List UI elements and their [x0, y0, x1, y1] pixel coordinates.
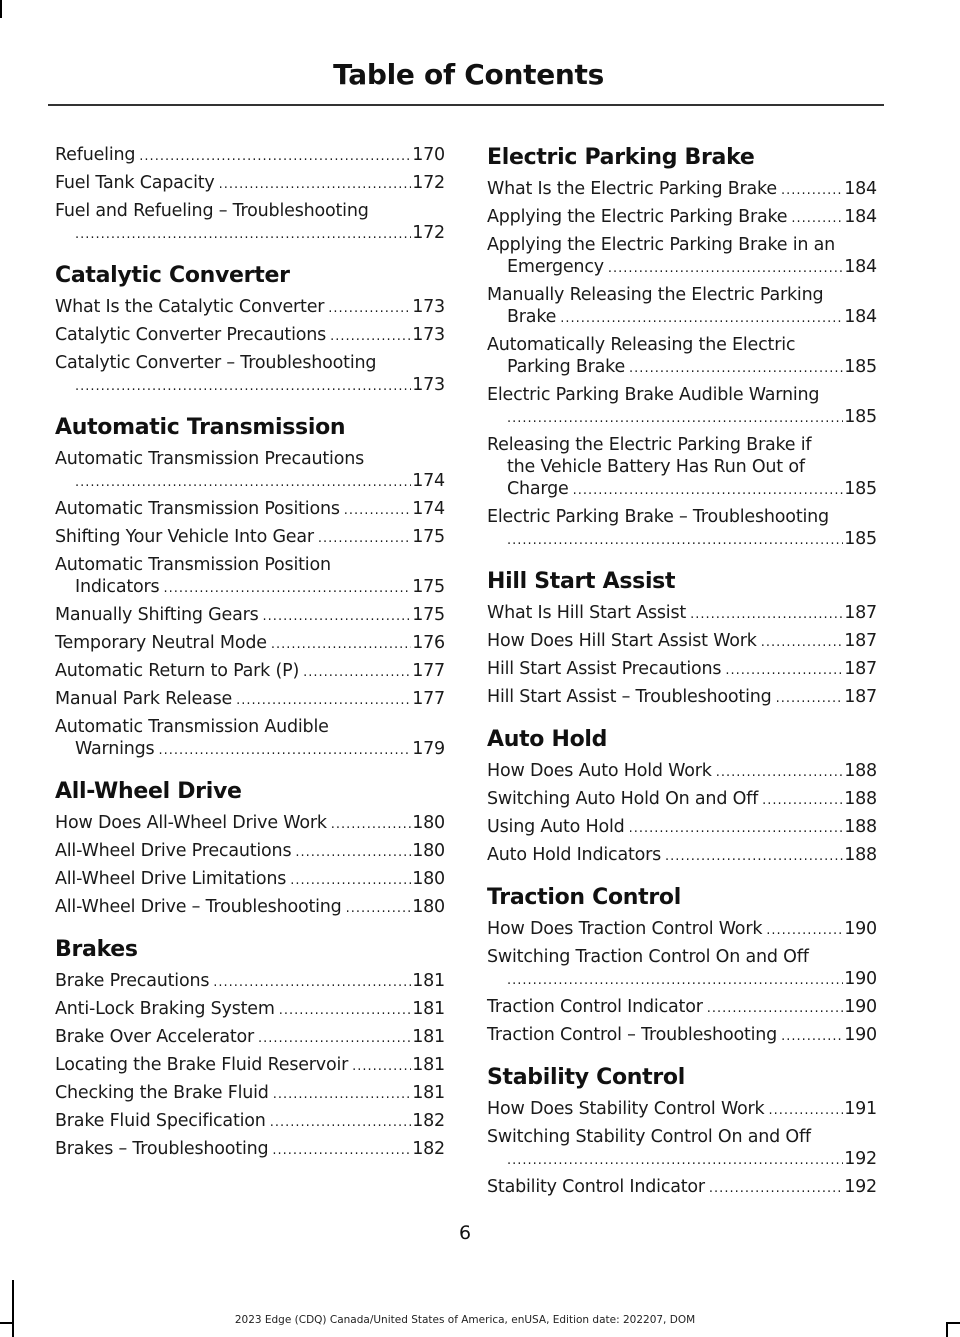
- toc-section: [487, 568, 877, 710]
- entry-title: Catalytic Converter Precautions: [55, 325, 327, 345]
- entry-title: How Does Traction Control Work: [487, 919, 763, 939]
- section-heading: Stability Control: [487, 1065, 685, 1090]
- dot-leader: [629, 818, 844, 840]
- entry-title: Shifting Your Vehicle Into Gear: [55, 527, 314, 547]
- section-heading: Auto Hold: [487, 727, 608, 752]
- entry-page-number: 190: [844, 919, 877, 939]
- toc-entry[interactable]: [55, 200, 445, 246]
- entry-page-number: 184: [844, 179, 877, 199]
- entry-page-number: 187: [844, 687, 877, 707]
- toc-entry[interactable]: [55, 998, 445, 1022]
- toc-entry[interactable]: [487, 506, 877, 552]
- entry-page-number: 191: [844, 1099, 877, 1119]
- toc-left-column: [55, 144, 445, 1178]
- toc-entry[interactable]: [55, 448, 445, 494]
- entry-title: Brake Fluid Specification: [55, 1111, 266, 1131]
- entry-title: Charge: [507, 479, 569, 499]
- dot-leader: [75, 472, 411, 494]
- toc-entry[interactable]: [55, 352, 445, 398]
- entry-title: Manual Park Release: [55, 689, 233, 709]
- toc-entry[interactable]: [487, 1098, 877, 1122]
- entry-title: How Does Stability Control Work: [487, 1099, 765, 1119]
- entry-page-number: 173: [412, 325, 445, 345]
- toc-entry[interactable]: [487, 918, 877, 942]
- toc-entry[interactable]: [487, 630, 877, 654]
- dot-leader: [766, 920, 843, 942]
- entry-title: Fuel Tank Capacity: [55, 173, 215, 193]
- entry-page-number: 173: [412, 375, 445, 395]
- entry-title: Catalytic Converter – Troubleshooting: [55, 353, 377, 373]
- toc-entry[interactable]: [55, 1054, 445, 1078]
- dot-leader: [725, 660, 843, 682]
- entry-page-number: 177: [412, 689, 445, 709]
- entry-title: Electric Parking Brake – Troubleshooting: [487, 507, 829, 527]
- entry-title: Brake Over Accelerator: [55, 1027, 255, 1047]
- entry-page-number: 176: [412, 633, 445, 653]
- toc-entry[interactable]: [487, 658, 877, 682]
- section-heading: All-Wheel Drive: [55, 779, 242, 804]
- entry-title: Brake Precautions: [55, 971, 210, 991]
- dot-leader: [75, 376, 411, 398]
- toc-entry[interactable]: [487, 844, 877, 868]
- dot-leader: [781, 1026, 843, 1048]
- entry-page-number: 184: [844, 307, 877, 327]
- entry-title: Switching Traction Control On and Off: [487, 947, 809, 967]
- entry-title: Locating the Brake Fluid Reservoir: [55, 1055, 349, 1075]
- entry-title: the Vehicle Battery Has Run Out of: [507, 457, 805, 477]
- dot-leader: [629, 358, 843, 380]
- toc-entry[interactable]: [55, 296, 445, 320]
- entry-title: Manually Shifting Gears: [55, 605, 259, 625]
- entry-page-number: 182: [412, 1139, 445, 1159]
- entry-title: Automatic Return to Park (P): [55, 661, 300, 681]
- entry-page-number: 185: [844, 479, 877, 499]
- toc-entry[interactable]: [55, 896, 445, 920]
- entry-title: How Does Hill Start Assist Work: [487, 631, 757, 651]
- entry-title: Checking the Brake Fluid: [55, 1083, 269, 1103]
- crop-mark-left-bottom: [12, 1280, 14, 1337]
- entry-title: Manually Releasing the Electric Parking: [487, 285, 824, 305]
- entry-title: Electric Parking Brake Audible Warning: [487, 385, 820, 405]
- entry-page-number: 174: [412, 471, 445, 491]
- toc-section: [55, 778, 445, 920]
- entry-title: Traction Control Indicator: [487, 997, 703, 1017]
- entry-title: Parking Brake: [507, 357, 626, 377]
- dot-leader: [328, 298, 411, 320]
- dot-leader: [290, 870, 411, 892]
- dot-leader: [295, 842, 411, 864]
- entry-page-number: 187: [844, 659, 877, 679]
- dot-leader: [768, 1100, 843, 1122]
- toc-entry[interactable]: [55, 1138, 445, 1162]
- entry-title: Switching Auto Hold On and Off: [487, 789, 759, 809]
- entry-title: Traction Control – Troubleshooting: [487, 1025, 778, 1045]
- toc-entry[interactable]: [487, 1126, 877, 1172]
- entry-title: All-Wheel Drive – Troubleshooting: [55, 897, 342, 917]
- entry-title: Automatic Transmission Position: [55, 555, 331, 575]
- toc-entry[interactable]: [487, 178, 877, 202]
- entry-page-number: 180: [412, 841, 445, 861]
- toc-entry[interactable]: [487, 234, 877, 280]
- toc-entry[interactable]: [55, 716, 445, 762]
- dot-leader: [139, 146, 411, 168]
- entry-page-number: 181: [412, 1055, 445, 1075]
- entry-title: Auto Hold Indicators: [487, 845, 662, 865]
- dot-leader: [263, 606, 412, 628]
- entry-page-number: 188: [844, 817, 877, 837]
- dot-leader: [236, 690, 411, 712]
- dot-leader: [507, 530, 843, 552]
- edition-footer: 2023 Edge (CDQ) Canada/United States of America, enUSA, Edition date: 202207, DOM: [234, 1314, 696, 1326]
- toc-entry[interactable]: [487, 816, 877, 840]
- toc-entry[interactable]: [55, 604, 445, 628]
- dot-leader: [507, 1150, 843, 1172]
- toc-entry[interactable]: [55, 1110, 445, 1134]
- entry-page-number: 187: [844, 603, 877, 623]
- dot-leader: [272, 1140, 411, 1162]
- entry-page-number: 184: [844, 257, 877, 277]
- toc-entry[interactable]: [487, 334, 877, 380]
- toc-entry[interactable]: [55, 498, 445, 522]
- dot-leader: [762, 790, 843, 812]
- entry-page-number: 175: [412, 527, 445, 547]
- toc-entry[interactable]: [487, 946, 877, 992]
- entry-page-number: 190: [844, 1025, 877, 1045]
- dot-leader: [279, 1000, 411, 1022]
- entry-page-number: 174: [412, 499, 445, 519]
- dot-leader: [303, 662, 411, 684]
- entry-title: Switching Stability Control On and Off: [487, 1127, 811, 1147]
- entry-title: Stability Control Indicator: [487, 1177, 705, 1197]
- toc-entry[interactable]: [487, 434, 877, 502]
- toc-entry[interactable]: [487, 788, 877, 812]
- dot-leader: [352, 1056, 411, 1078]
- toc-entry[interactable]: [487, 1024, 877, 1048]
- entry-title: What Is the Electric Parking Brake: [487, 179, 777, 199]
- dot-leader: [213, 972, 411, 994]
- entry-page-number: 184: [844, 207, 877, 227]
- entry-page-number: 192: [844, 1149, 877, 1169]
- section-heading: Automatic Transmission: [55, 415, 346, 440]
- dot-leader: [219, 174, 412, 196]
- entry-title: Emergency: [507, 257, 604, 277]
- entry-title: Automatic Transmission Positions: [55, 499, 340, 519]
- dot-leader: [761, 632, 843, 654]
- dot-leader: [781, 180, 843, 202]
- toc-section: [487, 884, 877, 1048]
- dot-leader: [716, 762, 844, 784]
- entry-title: What Is the Catalytic Converter: [55, 297, 325, 317]
- dot-leader: [258, 1028, 411, 1050]
- entry-page-number: 185: [844, 529, 877, 549]
- entry-title: How Does All-Wheel Drive Work: [55, 813, 327, 833]
- dot-leader: [331, 814, 411, 836]
- toc-entry[interactable]: [55, 812, 445, 836]
- toc-entry[interactable]: [55, 144, 445, 168]
- section-heading: Brakes: [55, 937, 138, 962]
- entry-page-number: 180: [412, 897, 445, 917]
- entry-page-number: 172: [412, 173, 445, 193]
- toc-entry[interactable]: [55, 868, 445, 892]
- toc-right-column: [487, 144, 877, 1216]
- dot-leader: [507, 970, 843, 992]
- entry-title: Releasing the Electric Parking Brake if: [487, 435, 812, 455]
- toc-entry[interactable]: [55, 688, 445, 712]
- entry-page-number: 192: [844, 1177, 877, 1197]
- entry-title: Fuel and Refueling – Troubleshooting: [55, 201, 369, 221]
- entry-title: Automatically Releasing the Electric: [487, 335, 796, 355]
- entry-title: Applying the Electric Parking Brake: [487, 207, 788, 227]
- entry-title: Brake: [507, 307, 557, 327]
- dot-leader: [608, 258, 843, 280]
- entry-page-number: 182: [412, 1111, 445, 1131]
- entry-page-number: 185: [844, 357, 877, 377]
- entry-page-number: 188: [844, 845, 877, 865]
- entry-title: Hill Start Assist – Troubleshooting: [487, 687, 772, 707]
- toc-entry[interactable]: [55, 324, 445, 348]
- toc-entry[interactable]: [487, 686, 877, 710]
- dot-leader: [560, 308, 843, 330]
- entry-title: Indicators: [75, 577, 160, 597]
- toc-entry[interactable]: [55, 526, 445, 550]
- toc-section: [487, 726, 877, 868]
- dot-leader: [346, 898, 412, 920]
- dot-leader: [344, 500, 411, 522]
- entry-page-number: 181: [412, 999, 445, 1019]
- entry-page-number: 173: [412, 297, 445, 317]
- entry-page-number: 170: [412, 145, 445, 165]
- section-heading: Electric Parking Brake: [487, 145, 755, 170]
- dot-leader: [690, 604, 843, 626]
- header-rule: [48, 104, 884, 106]
- toc-entry[interactable]: [55, 970, 445, 994]
- entry-page-number: 175: [412, 577, 445, 597]
- toc-entry[interactable]: [55, 632, 445, 656]
- dot-leader: [709, 1178, 843, 1200]
- entry-title: Automatic Transmission Audible: [55, 717, 329, 737]
- entry-page-number: 187: [844, 631, 877, 651]
- toc-entry[interactable]: [55, 1082, 445, 1106]
- entry-page-number: 181: [412, 1027, 445, 1047]
- dot-leader: [158, 740, 411, 762]
- dot-leader: [665, 846, 843, 868]
- entry-page-number: 185: [844, 407, 877, 427]
- entry-page-number: 180: [412, 813, 445, 833]
- entry-page-number: 179: [412, 739, 445, 759]
- entry-page-number: 180: [412, 869, 445, 889]
- entry-title: Applying the Electric Parking Brake in an: [487, 235, 836, 255]
- toc-entry[interactable]: [55, 172, 445, 196]
- toc-section: [487, 1064, 877, 1200]
- entry-page-number: 190: [844, 997, 877, 1017]
- entry-page-number: 188: [844, 789, 877, 809]
- dot-leader: [163, 578, 411, 600]
- toc-entry[interactable]: [55, 840, 445, 864]
- toc-entry[interactable]: [487, 602, 877, 626]
- entry-title: Brakes – Troubleshooting: [55, 1139, 269, 1159]
- entry-page-number: 188: [844, 761, 877, 781]
- entry-title: Using Auto Hold: [487, 817, 625, 837]
- entry-page-number: 175: [412, 605, 445, 625]
- toc-entry[interactable]: [487, 384, 877, 430]
- toc-entry[interactable]: [55, 660, 445, 684]
- entry-page-number: 181: [412, 971, 445, 991]
- toc-section: [55, 144, 445, 246]
- entry-title: What Is Hill Start Assist: [487, 603, 687, 623]
- entry-page-number: 177: [412, 661, 445, 681]
- entry-title: Anti-Lock Braking System: [55, 999, 275, 1019]
- entry-page-number: 172: [412, 223, 445, 243]
- dot-leader: [271, 634, 411, 656]
- dot-leader: [75, 224, 411, 246]
- entry-title: Hill Start Assist Precautions: [487, 659, 722, 679]
- dot-leader: [330, 326, 411, 348]
- toc-entry[interactable]: [487, 284, 877, 330]
- page-title: Table of Contents: [333, 58, 604, 91]
- dot-leader: [270, 1112, 412, 1134]
- section-heading: Traction Control: [487, 885, 681, 910]
- entry-title: Refueling: [55, 145, 136, 165]
- dot-leader: [273, 1084, 411, 1106]
- entry-title: Temporary Neutral Mode: [55, 633, 267, 653]
- entry-title: How Does Auto Hold Work: [487, 761, 712, 781]
- toc-section: [487, 144, 877, 552]
- dot-leader: [318, 528, 411, 550]
- toc-section: [55, 262, 445, 398]
- entry-title: All-Wheel Drive Precautions: [55, 841, 292, 861]
- crop-mark-top-left: [0, 0, 2, 18]
- toc-section: [55, 414, 445, 762]
- entry-title: Automatic Transmission Precautions: [55, 449, 365, 469]
- entry-page-number: 190: [844, 969, 877, 989]
- crop-mark-bottom-right: [946, 1322, 960, 1324]
- toc-section: [55, 936, 445, 1162]
- dot-leader: [507, 408, 843, 430]
- entry-title: Warnings: [75, 739, 155, 759]
- dot-leader: [707, 998, 843, 1020]
- dot-leader: [776, 688, 844, 710]
- crop-mark-right-bottom: [946, 1322, 948, 1337]
- toc-entry[interactable]: [487, 206, 877, 230]
- toc-entry[interactable]: [55, 1026, 445, 1050]
- entry-title: All-Wheel Drive Limitations: [55, 869, 287, 889]
- dot-leader: [791, 208, 843, 230]
- section-heading: Hill Start Assist: [487, 569, 676, 594]
- page-number: 6: [458, 1222, 472, 1244]
- section-heading: Catalytic Converter: [55, 263, 290, 288]
- entry-page-number: 181: [412, 1083, 445, 1103]
- toc-entry[interactable]: [487, 1176, 877, 1200]
- toc-entry[interactable]: [487, 996, 877, 1020]
- toc-entry[interactable]: [487, 760, 877, 784]
- dot-leader: [573, 480, 844, 502]
- toc-entry[interactable]: [55, 554, 445, 600]
